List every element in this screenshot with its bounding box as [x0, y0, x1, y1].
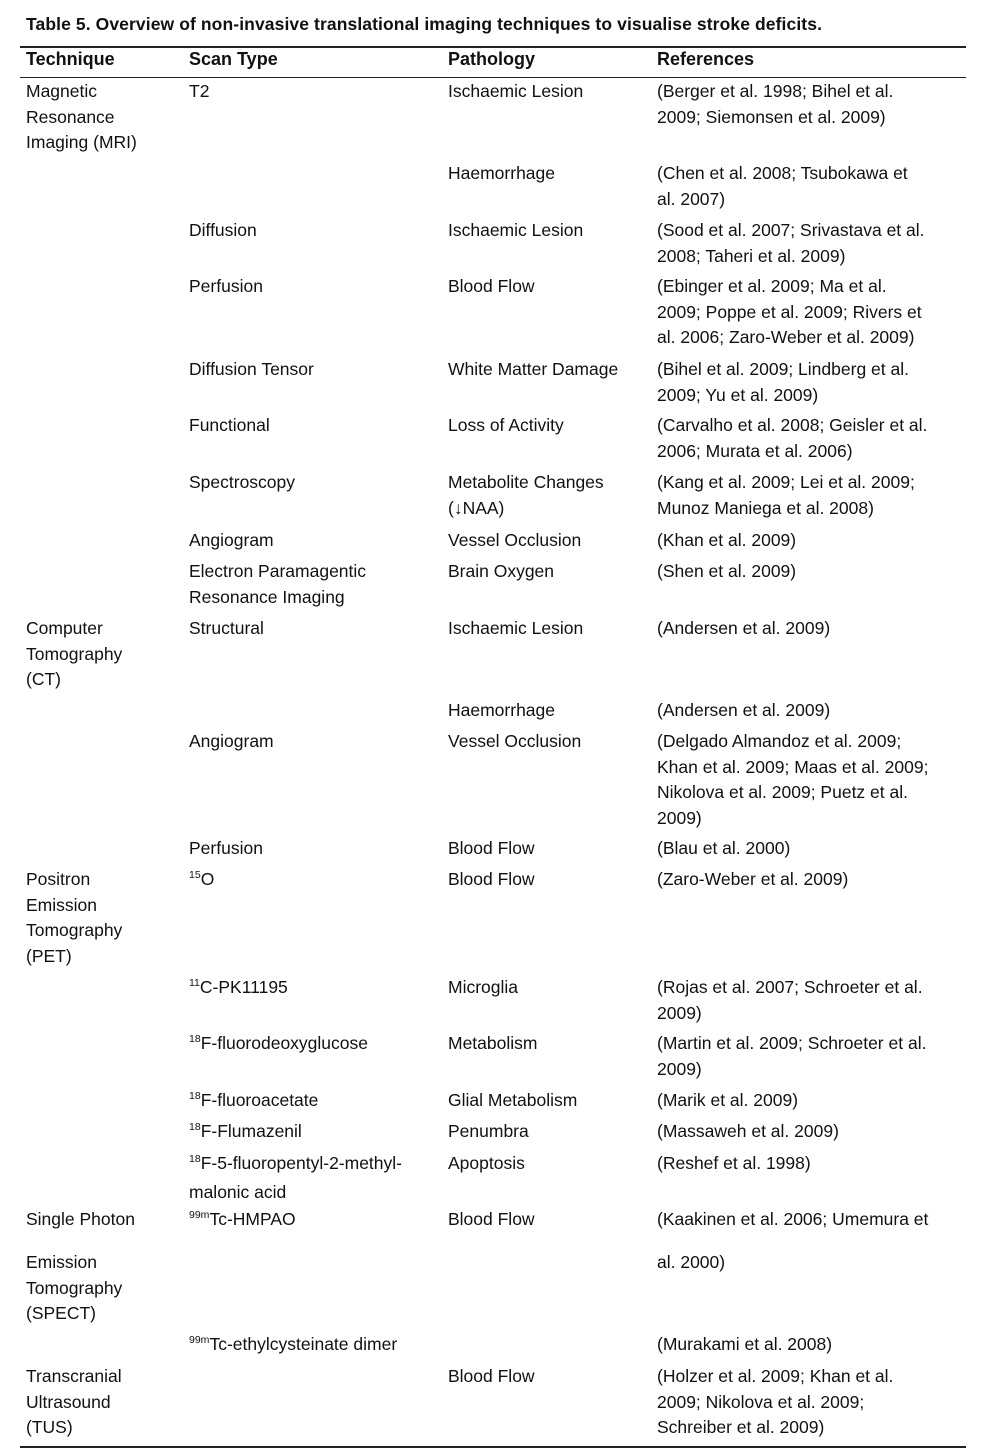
cell-line — [448, 867, 535, 893]
cell-pathology — [448, 1207, 535, 1233]
cell-line — [189, 1207, 296, 1236]
cell-scan — [189, 867, 214, 896]
cell-text: (Reshef et al. 1998) — [657, 1153, 811, 1173]
cell-text: Haemorrhage — [448, 163, 555, 183]
cell-line — [189, 274, 263, 300]
cell-refs — [657, 559, 796, 585]
cell-line — [657, 616, 830, 642]
cell-line — [189, 867, 214, 896]
cell-scan — [189, 413, 270, 439]
table-bottom-rule — [20, 1446, 966, 1448]
cell-line — [26, 642, 122, 668]
cell-text: Microglia — [448, 977, 519, 997]
cell-line — [189, 528, 274, 554]
cell-refs — [657, 1119, 839, 1145]
cell-text: (Carvalho et al. 2008; Geisler et al. — [657, 415, 928, 435]
cell-scan — [189, 559, 366, 610]
cell-line — [448, 729, 581, 755]
cell-text: Ultrasound — [26, 1391, 111, 1412]
cell-line — [657, 383, 909, 409]
header-references: References — [657, 49, 755, 69]
cell-scan — [189, 1151, 402, 1205]
cell-scan — [189, 1088, 318, 1117]
cell-scan — [189, 218, 257, 244]
cell-line — [657, 729, 928, 755]
cell-refs — [657, 1151, 811, 1177]
cell-refs — [657, 1031, 926, 1082]
cell-text: (CT) — [26, 669, 61, 690]
cell-scan — [189, 616, 264, 642]
cell-text: (Massaweh et al. 2009) — [657, 1121, 839, 1141]
cell-line — [189, 1180, 402, 1206]
cell-text: Haemorrhage — [448, 700, 555, 720]
cell-pathology — [448, 218, 583, 244]
cell-text: (Andersen et al. 2009) — [657, 700, 831, 720]
cell-refs — [657, 729, 928, 831]
cell-line — [26, 893, 122, 919]
cell-text: (SPECT) — [26, 1303, 96, 1324]
cell-text: 2009; Nikolova et al. 2009; — [657, 1391, 865, 1412]
cell-line — [26, 1207, 135, 1233]
cell-text: (Bihel et al. 2009; Lindberg et al. — [657, 359, 909, 379]
cell-pathology — [448, 413, 564, 439]
cell-refs — [657, 218, 925, 269]
cell-text: Tomography — [26, 643, 123, 664]
cell-text: Khan et al. 2009; Maas et al. 2009; — [657, 756, 929, 777]
cell-line — [448, 559, 554, 585]
cell-text: White Matter Damage — [448, 359, 619, 379]
cell-pathology — [448, 867, 535, 893]
cell-text: Magnetic — [26, 81, 98, 101]
cell-line — [26, 944, 122, 970]
cell-line — [448, 496, 604, 522]
cell-text: Electron Paramagentic — [189, 561, 367, 581]
cell-line — [657, 1151, 811, 1177]
cell-refs — [657, 1332, 832, 1358]
cell-text: F-fluorodeoxyglucose — [200, 1033, 368, 1053]
cell-text: Perfusion — [189, 838, 263, 858]
cell-refs — [657, 274, 922, 351]
cell-text: Blood Flow — [448, 838, 535, 858]
cell-text: Positron — [26, 869, 91, 889]
cell-text: C-PK11195 — [199, 977, 288, 997]
cell-line — [657, 470, 915, 496]
cell-pathology — [448, 357, 618, 383]
cell-line — [26, 1415, 122, 1441]
cell-line — [657, 1390, 893, 1416]
cell-scan — [189, 975, 288, 1004]
cell-text: (Delgado Almandoz et al. 2009; — [657, 731, 902, 751]
cell-scan — [189, 79, 209, 105]
cell-refs — [657, 698, 830, 724]
cell-line — [657, 1415, 893, 1441]
cell-text: 2006; Murata et al. 2006) — [657, 440, 853, 461]
cell-text: 2009) — [657, 807, 702, 828]
cell-line — [189, 1332, 397, 1361]
cell-line — [448, 161, 555, 187]
cell-line — [657, 698, 830, 724]
isotope-superscript: 11 — [189, 977, 200, 989]
cell-line — [26, 1364, 122, 1390]
cell-refs — [657, 836, 790, 862]
cell-line — [189, 357, 314, 383]
cell-pathology — [448, 1119, 529, 1145]
cell-line — [189, 729, 274, 755]
cell-pathology — [448, 698, 555, 724]
cell-pathology — [448, 79, 583, 105]
cell-text: al. 2007) — [657, 188, 726, 209]
cell-line — [657, 105, 893, 131]
cell-line — [189, 616, 264, 642]
header-scan-type: Scan Type — [189, 49, 278, 69]
cell-text: Schreiber et al. 2009) — [657, 1417, 825, 1438]
cell-line — [657, 218, 925, 244]
cell-pathology — [448, 161, 555, 187]
cell-line — [448, 1119, 529, 1145]
cell-text: Imaging (MRI) — [26, 132, 137, 153]
cell-line — [657, 1057, 926, 1083]
cell-text: (Zaro-Weber et al. 2009) — [657, 869, 849, 889]
cell-scan — [189, 1207, 296, 1236]
cell-text: (Holzer et al. 2009; Khan et al. — [657, 1366, 894, 1386]
cell-text: Structural — [189, 618, 264, 638]
isotope-superscript: 18 — [189, 1153, 201, 1165]
cell-line — [448, 616, 583, 642]
cell-text: F-5-fluoropentyl-2-methyl- — [200, 1153, 402, 1173]
cell-line — [657, 300, 922, 326]
cell-text: Functional — [189, 415, 270, 435]
cell-line — [26, 667, 122, 693]
cell-line — [657, 528, 796, 554]
cell-line — [657, 325, 922, 351]
header-technique: Technique — [26, 49, 115, 69]
cell-text: F-fluoroacetate — [200, 1090, 319, 1110]
cell-text: Emission — [26, 894, 97, 915]
cell-pathology — [448, 274, 535, 300]
isotope-superscript: 18 — [189, 1090, 201, 1102]
cell-line — [26, 616, 122, 642]
cell-text: 2008; Taheri et al. 2009) — [657, 245, 846, 266]
cell-line — [448, 274, 535, 300]
cell-line — [448, 1207, 535, 1233]
cell-text: Transcranial — [26, 1366, 122, 1386]
cell-text: Tomography — [26, 920, 123, 941]
cell-line — [448, 975, 518, 1001]
cell-line — [448, 1364, 535, 1390]
cell-text: (Andersen et al. 2009) — [657, 618, 831, 638]
cell-text: T2 — [189, 81, 210, 101]
cell-scan — [189, 274, 263, 300]
cell-refs — [657, 616, 830, 642]
cell-technique — [26, 79, 137, 156]
cell-line — [189, 1151, 402, 1180]
cell-text: (Rojas et al. 2007; Schroeter et al. — [657, 977, 923, 997]
cell-technique — [26, 867, 122, 969]
cell-scan — [189, 1119, 302, 1148]
cell-text: Computer — [26, 618, 103, 638]
cell-refs — [657, 1207, 928, 1233]
cell-text: Ischaemic Lesion — [448, 618, 584, 638]
cell-refs — [657, 528, 796, 554]
cell-line — [189, 585, 366, 611]
cell-text: (PET) — [26, 945, 72, 966]
cell-text: Emission — [26, 1252, 97, 1272]
table-top-rule — [20, 46, 966, 48]
cell-line — [26, 867, 122, 893]
table-caption: Table 5. Overview of non-invasive translational imaging techniques to visualise stroke deficits. — [26, 14, 823, 34]
cell-line — [26, 918, 122, 944]
cell-text: Angiogram — [189, 530, 274, 550]
cell-refs — [657, 79, 893, 130]
header-pathology: Pathology — [448, 49, 536, 69]
cell-text: (Martin et al. 2009; Schroeter et al. — [657, 1033, 927, 1053]
cell-line — [448, 470, 604, 496]
cell-scan — [189, 357, 314, 383]
cell-text: Nikolova et al. 2009; Puetz et al. — [657, 782, 908, 803]
cell-text: Tomography — [26, 1277, 123, 1298]
cell-line — [657, 244, 925, 270]
cell-line — [189, 413, 270, 439]
cell-technique — [26, 1250, 122, 1327]
cell-technique — [26, 1207, 135, 1233]
cell-text: Diffusion — [189, 220, 257, 240]
cell-line — [657, 1332, 832, 1358]
cell-line — [657, 1119, 839, 1145]
cell-text: O — [200, 869, 215, 889]
cell-text: Loss of Activity — [448, 415, 564, 435]
cell-line — [657, 806, 928, 832]
cell-line — [657, 975, 923, 1001]
cell-text: Blood Flow — [448, 276, 535, 296]
isotope-superscript: 99m — [189, 1334, 210, 1346]
cell-text: (Shen et al. 2009) — [657, 561, 797, 581]
cell-text: Angiogram — [189, 731, 274, 751]
cell-text: Diffusion Tensor — [189, 359, 314, 379]
cell-text: Single Photon — [26, 1209, 135, 1229]
cell-refs — [657, 413, 927, 464]
cell-text: Metabolite Changes — [448, 472, 604, 492]
cell-line — [657, 274, 922, 300]
cell-text: Blood Flow — [448, 869, 535, 889]
cell-line — [189, 1119, 302, 1148]
cell-refs — [657, 867, 848, 893]
cell-line — [448, 1088, 577, 1114]
cell-line — [448, 698, 555, 724]
cell-text: Glial Metabolism — [448, 1090, 578, 1110]
cell-line — [657, 867, 848, 893]
cell-line — [657, 1088, 798, 1114]
cell-line — [448, 1151, 525, 1177]
cell-text: Tc-HMPAO — [209, 1209, 296, 1229]
cell-text: Perfusion — [189, 276, 263, 296]
cell-text: Metabolism — [448, 1033, 538, 1053]
cell-scan — [189, 528, 274, 554]
cell-line — [448, 79, 583, 105]
cell-refs — [657, 161, 908, 212]
cell-scan — [189, 729, 274, 755]
cell-line — [657, 161, 908, 187]
cell-line — [657, 1001, 923, 1027]
cell-text: Munoz Maniega et al. 2008) — [657, 497, 874, 518]
cell-text: (Murakami et al. 2008) — [657, 1334, 833, 1354]
cell-text: malonic acid — [189, 1181, 287, 1202]
cell-pathology — [448, 975, 518, 1001]
isotope-superscript: 99m — [189, 1209, 210, 1221]
cell-line — [26, 1390, 122, 1416]
cell-line — [189, 1088, 318, 1117]
cell-pathology — [448, 1088, 577, 1114]
cell-pathology — [448, 729, 581, 755]
cell-text: al. 2000) — [657, 1252, 726, 1272]
cell-text: (Kang et al. 2009; Lei et al. 2009; — [657, 472, 915, 492]
cell-line — [657, 1364, 893, 1390]
cell-line — [657, 357, 909, 383]
cell-line — [448, 218, 583, 244]
cell-line — [657, 836, 790, 862]
cell-line — [26, 1276, 122, 1302]
cell-text: (↓NAA) — [448, 497, 505, 518]
cell-text: 2009; Poppe et al. 2009; Rivers et — [657, 301, 922, 322]
cell-pathology — [448, 1151, 525, 1177]
cell-text: Resonance Imaging — [189, 586, 345, 607]
cell-line — [448, 1031, 537, 1057]
cell-technique — [26, 1364, 122, 1441]
cell-line — [26, 1301, 122, 1327]
cell-text: (TUS) — [26, 1417, 73, 1438]
cell-text: Vessel Occlusion — [448, 530, 582, 550]
cell-line — [657, 1207, 928, 1233]
cell-pathology — [448, 528, 581, 554]
cell-text: Tc-ethylcysteinate dimer — [209, 1334, 398, 1354]
cell-line — [189, 218, 257, 244]
table-header-rule — [20, 77, 966, 78]
cell-refs — [657, 975, 923, 1026]
cell-refs — [657, 357, 909, 408]
cell-text: Ischaemic Lesion — [448, 81, 584, 101]
cell-pathology — [448, 616, 583, 642]
cell-line — [657, 780, 928, 806]
cell-pathology — [448, 559, 554, 585]
cell-text: Penumbra — [448, 1121, 529, 1141]
cell-line — [189, 470, 295, 496]
cell-line — [448, 413, 564, 439]
cell-text: Vessel Occlusion — [448, 731, 582, 751]
cell-text: 2009) — [657, 1002, 702, 1023]
isotope-superscript: 15 — [189, 869, 201, 881]
cell-line — [189, 79, 209, 105]
cell-text: (Marik et al. 2009) — [657, 1090, 799, 1110]
cell-refs — [657, 470, 915, 521]
cell-line — [657, 496, 915, 522]
cell-line — [657, 439, 927, 465]
cell-text: Resonance — [26, 106, 115, 127]
cell-line — [657, 187, 908, 213]
cell-line — [26, 79, 137, 105]
cell-text: Brain Oxygen — [448, 561, 555, 581]
cell-text: (Chen et al. 2008; Tsubokawa et — [657, 163, 908, 183]
cell-line — [657, 413, 927, 439]
cell-text: Spectroscopy — [189, 472, 296, 492]
cell-line — [657, 79, 893, 105]
cell-line — [657, 755, 928, 781]
isotope-superscript: 18 — [189, 1121, 201, 1133]
cell-line — [448, 528, 581, 554]
cell-text: Ischaemic Lesion — [448, 220, 584, 240]
cell-pathology — [448, 1031, 537, 1057]
cell-line — [189, 559, 366, 585]
cell-text: 2009; Siemonsen et al. 2009) — [657, 106, 886, 127]
cell-scan — [189, 836, 263, 862]
cell-refs — [657, 1364, 893, 1441]
cell-line — [189, 1031, 368, 1060]
cell-technique — [26, 616, 122, 693]
cell-text: (Ebinger et al. 2009; Ma et al. — [657, 276, 887, 296]
cell-line — [448, 836, 535, 862]
cell-line — [189, 975, 288, 1004]
cell-text: (Khan et al. 2009) — [657, 530, 797, 550]
cell-refs — [657, 1250, 725, 1276]
cell-text: 2009; Yu et al. 2009) — [657, 384, 819, 405]
cell-text: (Berger et al. 1998; Bihel et al. — [657, 81, 894, 101]
cell-scan — [189, 1031, 368, 1060]
cell-text: (Blau et al. 2000) — [657, 838, 791, 858]
cell-line — [657, 559, 796, 585]
cell-text: Apoptosis — [448, 1153, 525, 1173]
cell-pathology — [448, 470, 604, 521]
cell-line — [189, 836, 263, 862]
cell-refs — [657, 1088, 798, 1114]
cell-text: F-Flumazenil — [200, 1121, 302, 1141]
cell-line — [657, 1031, 926, 1057]
cell-line — [26, 1250, 122, 1276]
cell-line — [26, 130, 137, 156]
cell-text: Blood Flow — [448, 1209, 535, 1229]
cell-pathology — [448, 836, 535, 862]
cell-pathology — [448, 1364, 535, 1390]
cell-line — [448, 357, 618, 383]
cell-text: 2009) — [657, 1058, 702, 1079]
cell-line — [26, 105, 137, 131]
cell-scan — [189, 1332, 397, 1361]
cell-text: (Kaakinen et al. 2006; Umemura et — [657, 1209, 929, 1229]
cell-text: Blood Flow — [448, 1366, 535, 1386]
cell-line — [657, 1250, 725, 1276]
cell-text: (Sood et al. 2007; Srivastava et al. — [657, 220, 925, 240]
cell-scan — [189, 470, 295, 496]
isotope-superscript: 18 — [189, 1033, 201, 1045]
cell-text: al. 2006; Zaro-Weber et al. 2009) — [657, 327, 915, 348]
